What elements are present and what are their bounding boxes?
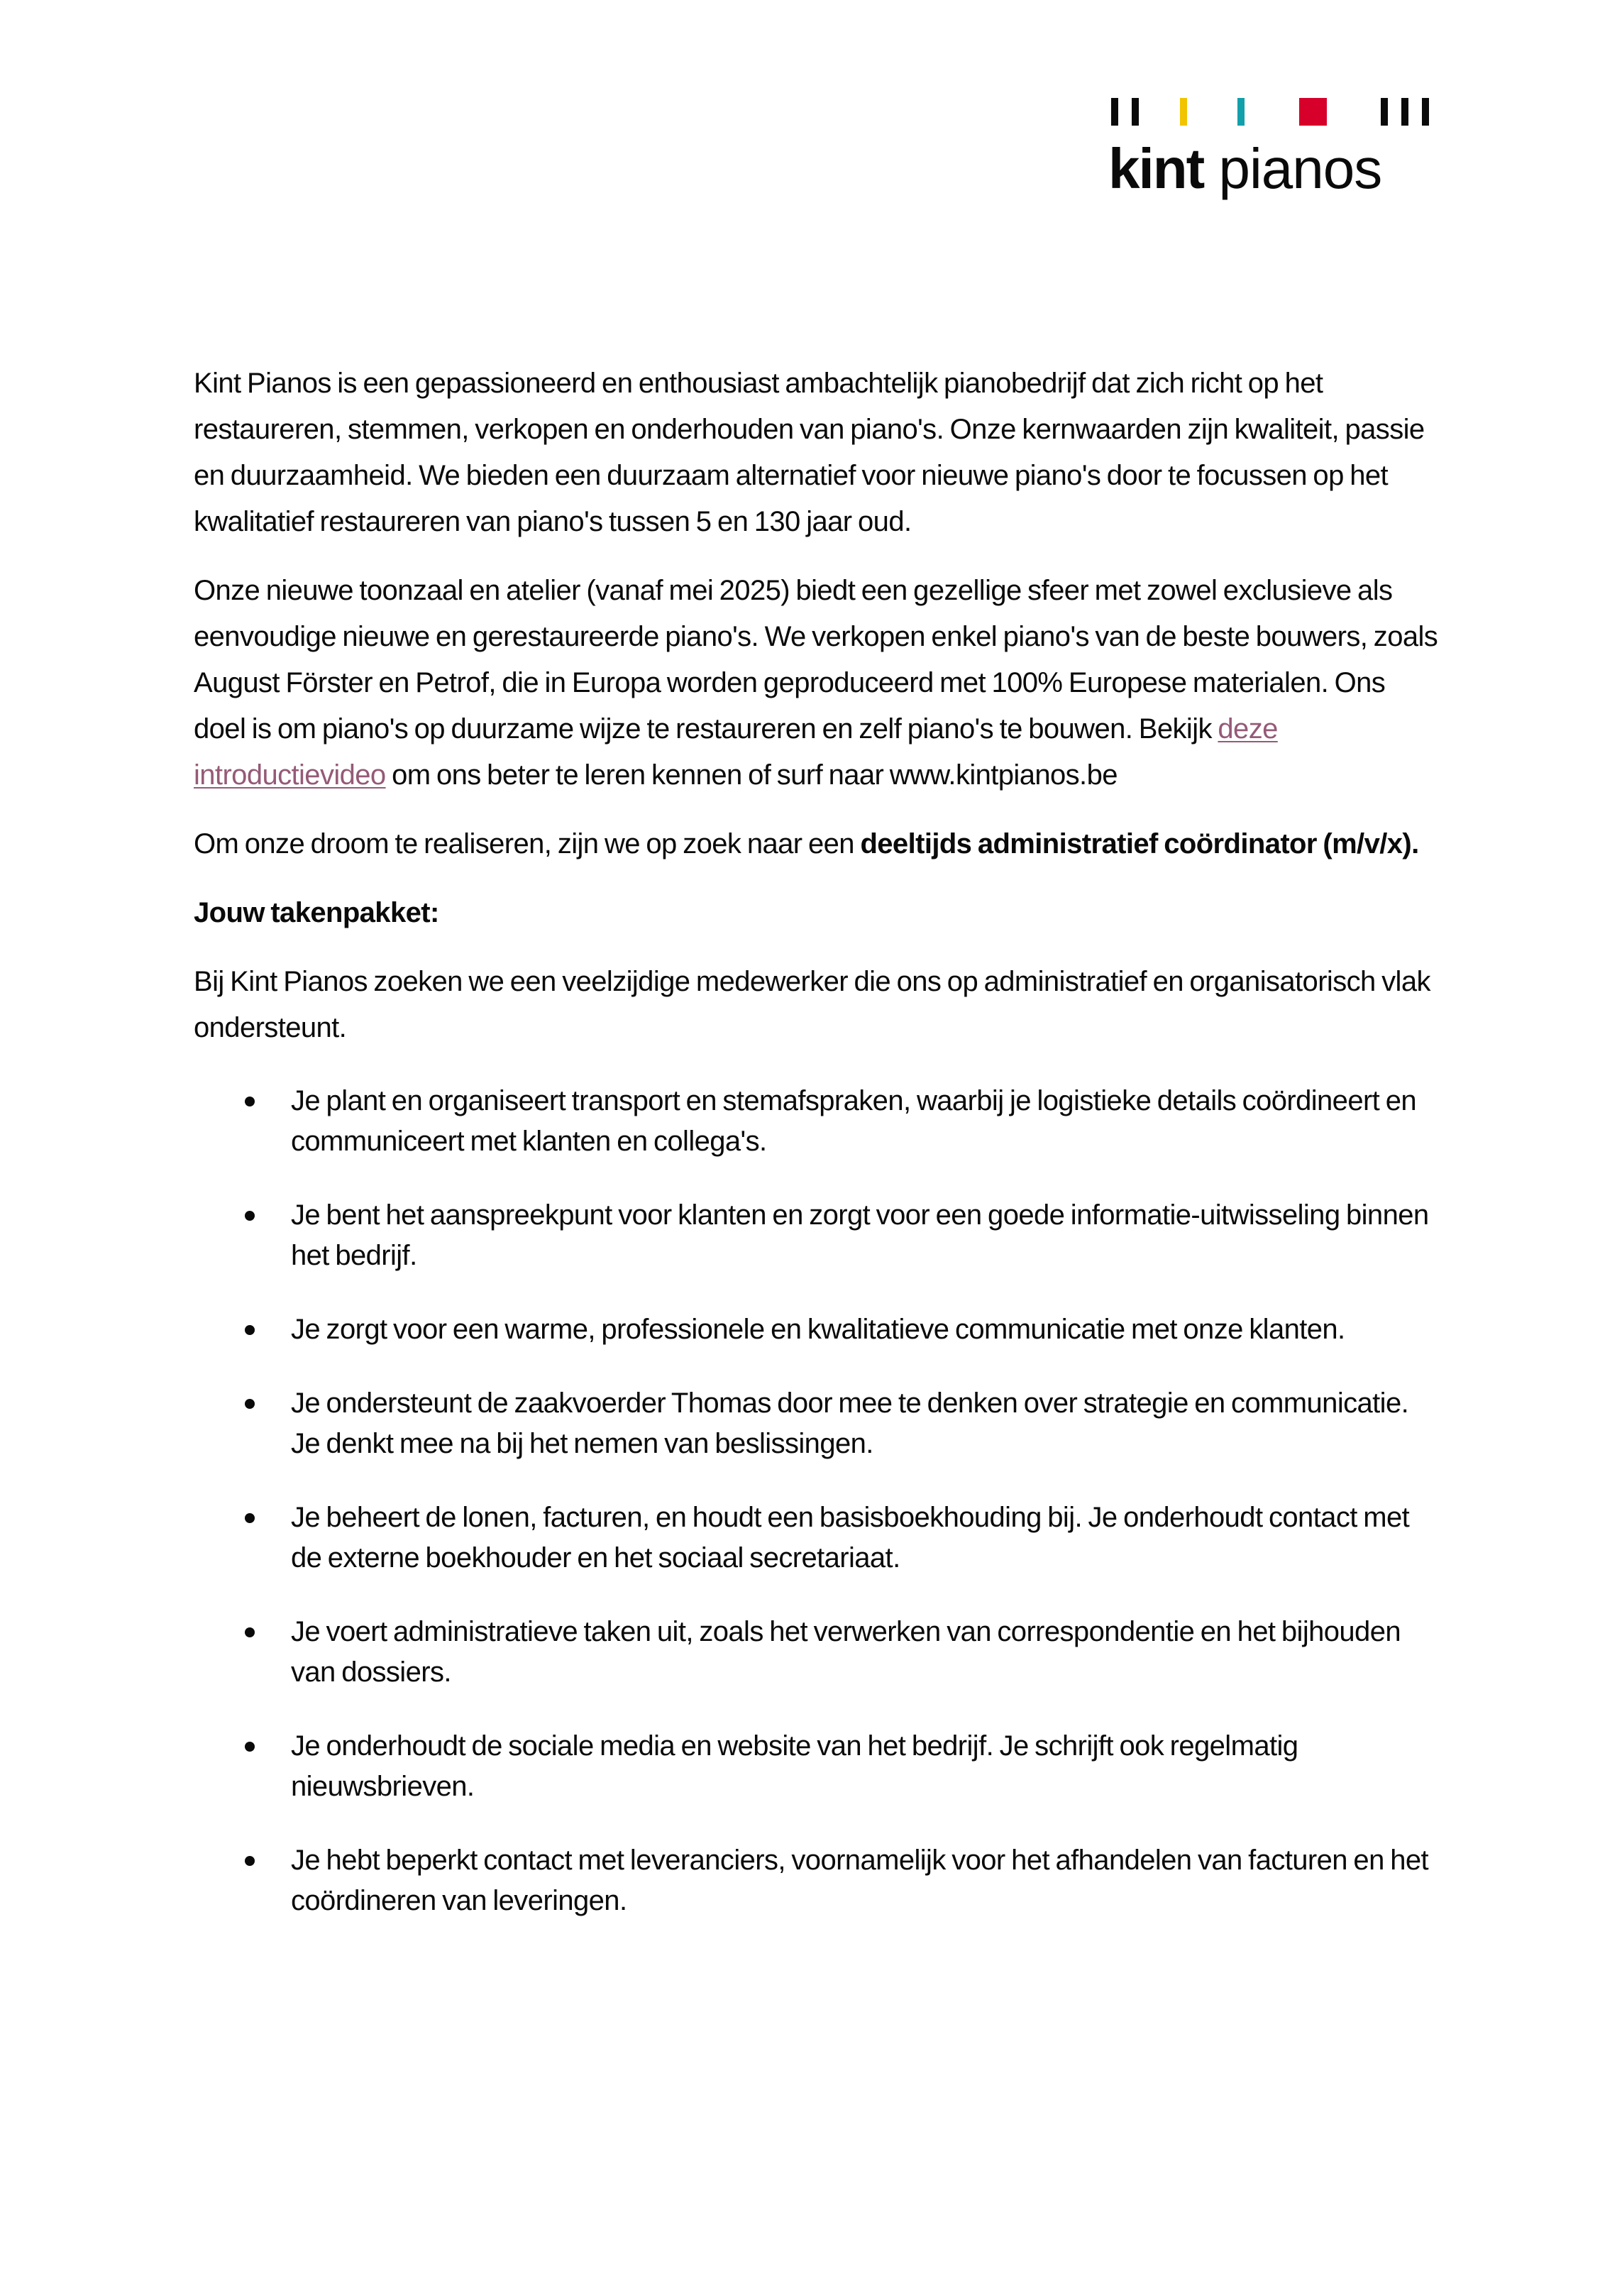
- task-item: [194, 1383, 1440, 1464]
- task-text: Je ondersteunt de zaakvoerder Thomas door mee te denken over strategie en communicatie. Je denkt mee na bij het nemen van beslissingen.: [291, 1388, 1409, 1459]
- bullet-icon: [245, 1211, 255, 1221]
- intro-video-link[interactable]: deze introductievideo: [194, 713, 1278, 791]
- logo-bar-black-icon: [1111, 98, 1118, 126]
- logo-word-pianos: pianos: [1218, 137, 1382, 200]
- bullet-icon: [245, 1627, 255, 1637]
- task-item: [194, 1612, 1440, 1693]
- showroom-text: Onze nieuwe toonzaal en atelier (vanaf mei 2025) biedt een gezellige sfeer met zowel exclusieve als eenvoudige nieuwe en gerestaureerde piano's. We verkopen enkel piano's van de beste bouwers, zoals August Förster en Petrof, die in Europa worden geproduceerd met 100% Europese materialen. Ons doel is om piano's op duurzame wijze te restaureren en zelf piano's te bouwen. Bekijk: [194, 575, 1438, 745]
- bullet-icon: [245, 1513, 255, 1523]
- company-logo: [1108, 94, 1435, 218]
- task-text: Je beheert de lonen, facturen, en houdt een basisboekhouding bij. Je onderhoudt contact met de externe boekhouder en het sociaal secretariaat.: [291, 1502, 1410, 1573]
- logo-word-kint: kint: [1108, 137, 1204, 200]
- bullet-icon: [245, 1856, 255, 1866]
- document-body: [194, 361, 1442, 1955]
- tasks-heading: Jouw takenpakket:: [194, 897, 439, 928]
- task-text: Je plant en organiseert transport en stemafspraken, waarbij je logistieke details coördineert en communiceert met klanten en collega's.: [291, 1085, 1416, 1157]
- bullet-icon: [245, 1742, 255, 1752]
- task-item: [194, 1840, 1440, 1921]
- logo-piano-keys-icon: [1108, 98, 1435, 126]
- job-announcement-paragraph: [194, 821, 1442, 867]
- logo-square-red-icon: [1299, 98, 1327, 126]
- job-title: deeltijds administratief coördinator (m/v/x).: [860, 828, 1419, 859]
- task-item: [194, 1726, 1440, 1807]
- logo-bar-black-icon: [1401, 98, 1408, 126]
- task-item: [194, 1081, 1440, 1162]
- tasks-list: [194, 1081, 1442, 1921]
- task-text: Je hebt beperkt contact met leveranciers, voornamelijk voor het afhandelen van facturen en het coördineren van leveringen.: [291, 1845, 1429, 1916]
- task-text: Je voert administratieve taken uit, zoals het verwerken van correspondentie en het bijhouden van dossiers.: [291, 1616, 1401, 1688]
- task-item: [194, 1195, 1440, 1276]
- intro-paragraph-company: Kint Pianos is een gepassioneerd en enthousiast ambachtelijk pianobedrijf dat zich richt op het restaureren, stemmen, verkopen en onderhouden van piano's. Onze kernwaarden zijn kwaliteit, passie en duurzaamheid. We bieden een duurzaam alternatief voor nieuwe piano's door te focussen op het kwalitatief restaureren van piano's tussen 5 en 130 jaar oud.: [194, 368, 1425, 537]
- logo-wordmark: [1108, 133, 1381, 204]
- logo-bar-black-icon: [1132, 98, 1139, 126]
- task-text: Je onderhoudt de sociale media en website van het bedrijf. Je schrijft ook regelmatig nieuwsbrieven.: [291, 1730, 1298, 1802]
- task-item: [194, 1498, 1440, 1578]
- bullet-icon: [245, 1325, 255, 1335]
- task-text: Je zorgt voor een warme, professionele en kwalitatieve communicatie met onze klanten.: [291, 1314, 1345, 1345]
- showroom-text-end: om ons beter te leren kennen of surf naar www.kintpianos.be: [385, 759, 1118, 791]
- logo-bar-teal-icon: [1237, 98, 1245, 126]
- bullet-icon: [245, 1399, 255, 1409]
- logo-bar-yellow-icon: [1180, 98, 1187, 126]
- job-announcement-text: Om onze droom te realiseren, zijn we op zoek naar een: [194, 828, 861, 859]
- bullet-icon: [245, 1097, 255, 1106]
- tasks-intro: Bij Kint Pianos zoeken we een veelzijdige medewerker die ons op administratief en organisatorisch vlak ondersteunt.: [194, 966, 1430, 1043]
- task-item: [194, 1309, 1440, 1350]
- logo-bar-black-icon: [1381, 98, 1388, 126]
- logo-bar-black-icon: [1422, 98, 1429, 126]
- task-text: Je bent het aanspreekpunt voor klanten en zorgt voor een goede informatie-uitwisseling binnen het bedrijf.: [291, 1199, 1429, 1271]
- intro-paragraph-showroom: [194, 568, 1442, 798]
